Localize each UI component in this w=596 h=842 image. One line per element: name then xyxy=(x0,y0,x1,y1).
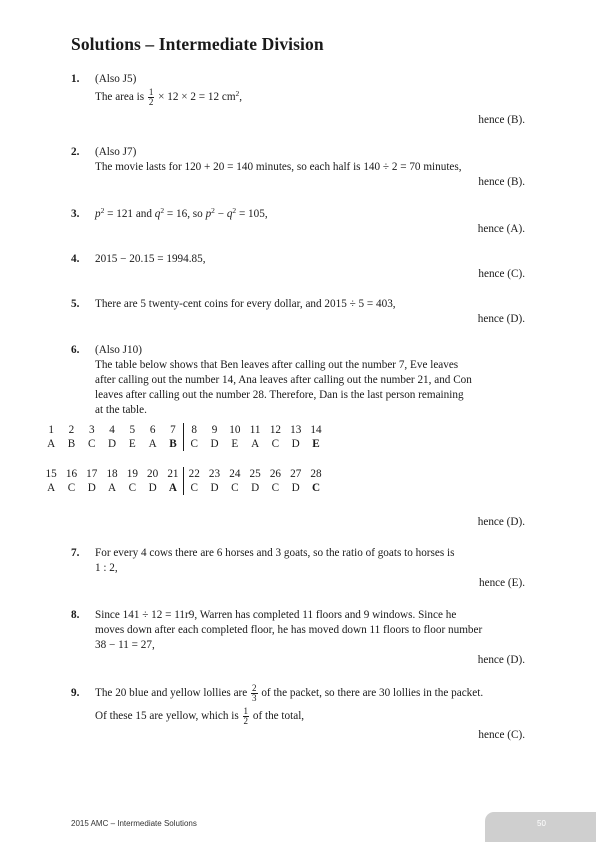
solution-3 xyxy=(71,207,525,237)
solution-line: after calling out the number 14, Ana leaves after calling out the number 21, and Con xyxy=(95,374,472,386)
seat-letter: E xyxy=(312,438,320,450)
page-title: Solutions – Intermediate Division xyxy=(71,34,324,54)
call-number: 1 xyxy=(48,424,54,436)
call-number: 24 xyxy=(229,468,241,480)
seat-letter: A xyxy=(251,438,260,450)
solution-line: The table below shows that Ben leaves after calling out the number 7, Eve leaves xyxy=(95,359,459,371)
call-number: 9 xyxy=(211,424,218,436)
seat-letter: C xyxy=(231,482,239,494)
seat-letter: D xyxy=(107,438,117,450)
solution-6-answer xyxy=(71,515,525,530)
seat-letter: C xyxy=(311,482,321,494)
solution-line: The area is $\frac{1}{2}$ × 12 × 2 = 12 $cm^2$, xyxy=(95,87,243,107)
call-number: 3 xyxy=(88,424,95,436)
answer: hence (D). xyxy=(477,516,525,528)
seat-letter: D xyxy=(291,438,300,450)
call-number: 26 xyxy=(269,468,281,480)
seat-letter: D xyxy=(87,482,96,494)
also-note: (Also J7) xyxy=(95,146,137,158)
call-number: 28 xyxy=(310,468,322,480)
call-number: 4 xyxy=(109,424,115,436)
question-number: 8. xyxy=(71,609,80,621)
sequence-table-1 xyxy=(0,423,596,451)
seat-letter: D xyxy=(291,482,300,494)
call-number: 14 xyxy=(310,424,322,436)
seat-letter: C xyxy=(88,438,96,450)
call-number: 23 xyxy=(208,468,221,480)
fraction: $\frac{1}{2}$ xyxy=(148,87,154,107)
solution-4 xyxy=(71,252,525,282)
call-number: 19 xyxy=(126,468,138,480)
seat-letter: A xyxy=(148,438,157,450)
call-number: 17 xyxy=(86,468,98,480)
call-number: 22 xyxy=(184,467,205,481)
seat-letter: C xyxy=(67,482,76,494)
solution-line: For every 4 cows there are 6 horses and 3 goats, so the ratio of goats to horses is xyxy=(95,547,455,559)
seat-letter: A xyxy=(107,482,117,494)
solution-line: leaves after calling out the number 28. Therefore, Dan is the last person remaining xyxy=(95,389,464,401)
answer: hence (C). xyxy=(478,268,525,280)
seat-letter: C xyxy=(184,481,205,495)
also-note: (Also J10) xyxy=(95,344,142,356)
solution-7 xyxy=(71,546,525,591)
question-number: 3. xyxy=(71,208,80,220)
solution-line: at the table. xyxy=(95,404,147,416)
answer: hence (B). xyxy=(478,114,525,126)
call-number: 7 xyxy=(170,424,176,436)
question-number: 6. xyxy=(71,344,80,356)
call-number: 16 xyxy=(65,468,78,480)
question-number: 2. xyxy=(71,146,80,158)
seat-letter: B xyxy=(169,438,177,450)
call-number: 8 xyxy=(184,423,205,437)
seat-letter: A xyxy=(168,482,177,494)
solution-line: There are 5 twenty-cent coins for every dollar, and 2015 ÷ 5 = 403, xyxy=(95,298,396,310)
seat-letter: D xyxy=(210,482,219,494)
solution-1 xyxy=(71,72,525,128)
solution-line: 2015 − 20.15 = 1994.85, xyxy=(95,253,206,265)
seat-letter: C xyxy=(271,482,280,494)
solution-line: The 20 blue and yellow lollies are $\frac{2}{3}$ of the packet, so there are 30 lollies in the packet. xyxy=(95,682,484,703)
solution-line: 38 − 11 = 27, xyxy=(95,639,155,651)
seat-letter: A xyxy=(47,438,56,450)
solution-line: $p^2 = 121$ and $q^2 = 16$, so $p^2 - q^2 = 105$, xyxy=(95,206,268,220)
seat-letter: A xyxy=(47,482,56,494)
solution-line: The movie lasts for 120 + 20 = 140 minutes, so each half is 140 ÷ 2 = 70 minutes, xyxy=(95,161,462,173)
page-number: 50 xyxy=(537,819,546,828)
seat-letter: C xyxy=(271,438,280,450)
solution-line: moves down after each completed floor, he has moved down 11 floors to floor number xyxy=(95,624,483,636)
solution-9 xyxy=(71,682,525,743)
call-number: 5 xyxy=(129,424,136,436)
call-number: 6 xyxy=(149,424,156,436)
call-number: 15 xyxy=(45,468,57,480)
answer: hence (C). xyxy=(478,729,525,741)
seat-letter: E xyxy=(231,438,239,450)
seat-letter: C xyxy=(128,482,137,494)
answer: hence (E). xyxy=(479,577,525,589)
fraction: $\frac{1}{2}$ xyxy=(243,705,249,726)
footer-title: 2015 AMC – Intermediate Solutions xyxy=(71,819,197,828)
question-number: 7. xyxy=(71,547,80,559)
answer: hence (A). xyxy=(477,223,525,235)
fraction: $\frac{2}{3}$ xyxy=(252,682,257,703)
question-number: 1. xyxy=(71,73,80,85)
seat-letter: D xyxy=(210,438,219,450)
call-number: 11 xyxy=(249,424,261,436)
call-number: 12 xyxy=(269,424,281,436)
call-number: 13 xyxy=(290,424,302,436)
also-note: (Also J5) xyxy=(95,73,137,85)
answer: hence (D). xyxy=(477,654,525,666)
call-number: 18 xyxy=(106,468,118,480)
call-number: 25 xyxy=(249,468,261,480)
sequence-table-2 xyxy=(0,467,596,495)
call-number: 21 xyxy=(167,468,179,480)
solution-line: 1 : 2, xyxy=(95,562,118,574)
seat-letter: D xyxy=(251,482,260,494)
question-number: 5. xyxy=(71,298,80,310)
call-number: 10 xyxy=(229,424,241,436)
solution-8 xyxy=(71,608,525,668)
seat-letter: C xyxy=(184,437,205,451)
call-number: 27 xyxy=(290,468,302,480)
solution-line: Since 141 ÷ 12 = 11r9, Warren has completed 11 floors and 9 windows. Since he xyxy=(95,609,457,621)
solution-line: Of these 15 are yellow, which is $\frac{1}{2}$ of the total, xyxy=(95,705,305,726)
answer: hence (B). xyxy=(478,176,525,188)
solution-2 xyxy=(71,145,525,190)
call-number: 20 xyxy=(147,468,159,480)
call-number: 2 xyxy=(68,424,75,436)
seat-letter: E xyxy=(128,438,136,450)
question-number: 4. xyxy=(71,253,80,265)
question-number: 9. xyxy=(71,687,80,699)
solution-6 xyxy=(71,343,525,418)
seat-letter: D xyxy=(148,482,157,494)
page-number-tab xyxy=(485,812,596,842)
answer: hence (D). xyxy=(477,313,525,325)
solution-5 xyxy=(71,297,525,327)
seat-letter: B xyxy=(67,438,76,450)
